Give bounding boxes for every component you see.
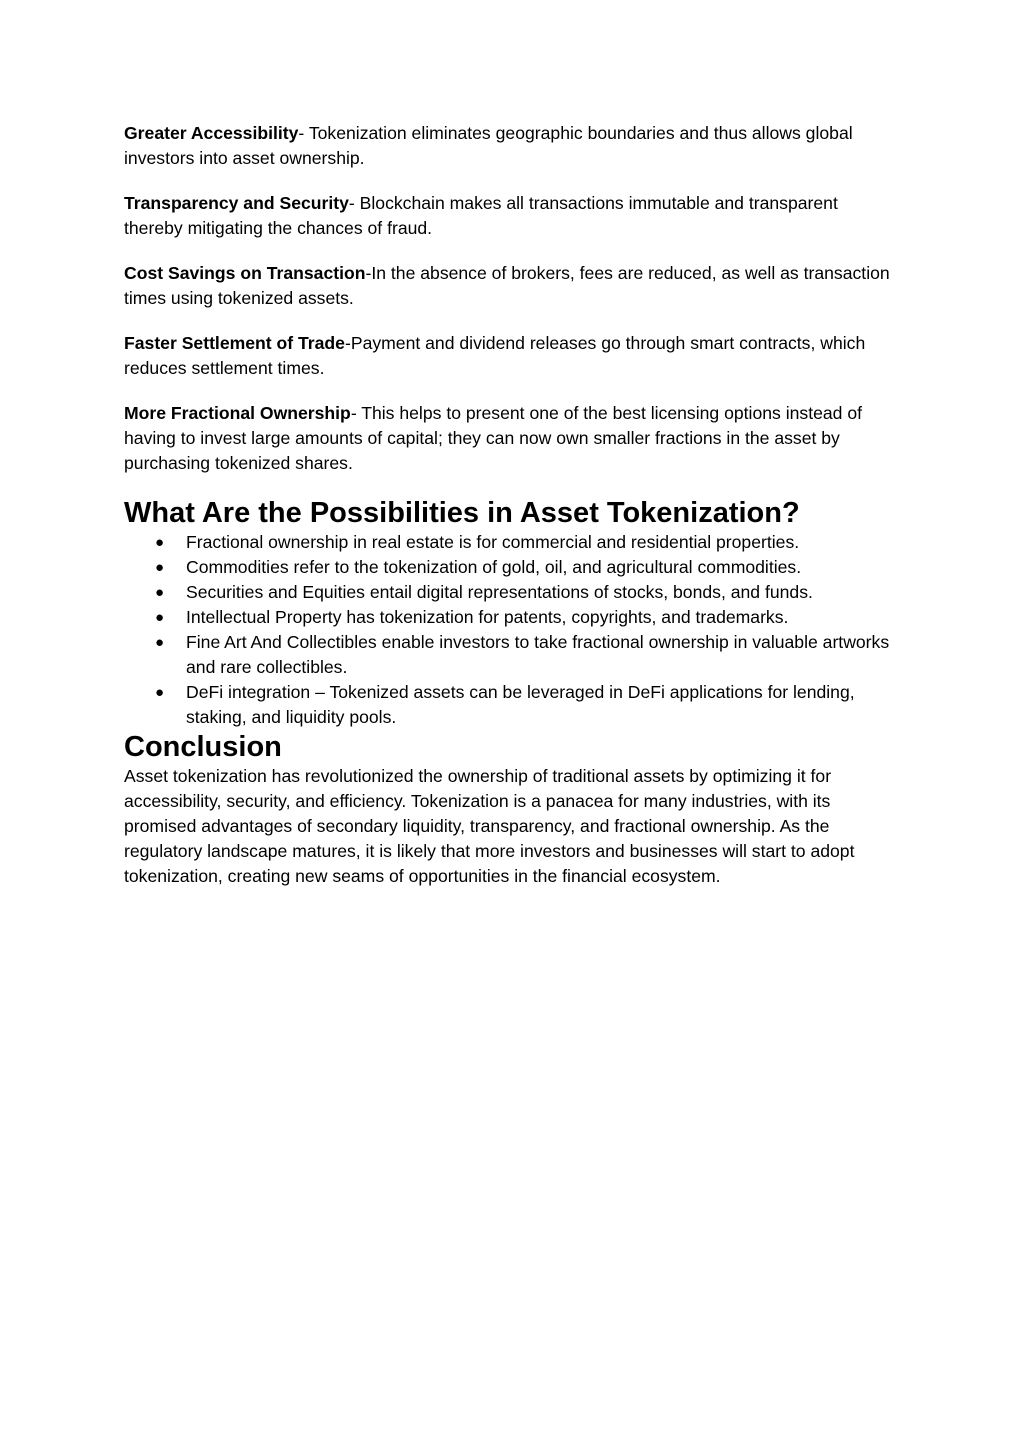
conclusion-paragraph: Asset tokenization has revolutionized the ownership of traditional assets by optimizing it for accessibility, security, and efficiency. Tokenization is a panacea for many industries, with its promised advantages of secondary liquidity, transparency, and fractional ownership. As the regulatory landscape matures, it is likely that more investors and businesses will start to adopt tokenization, creating new seams of opportunities in the financial ecosystem. <box>124 766 855 886</box>
list-item <box>124 630 900 680</box>
list-item <box>124 605 900 630</box>
conclusion-heading: Conclusion <box>124 731 282 763</box>
benefit-title: Greater Accessibility <box>124 123 299 143</box>
list-item-text: Commodities refer to the tokenization of gold, oil, and agricultural commodities. <box>186 557 802 577</box>
list-item <box>124 580 900 605</box>
benefit-text: -Payment and dividend releases go through smart contracts, which reduces settlement times. <box>124 333 866 378</box>
possibilities-heading: What Are the Possibilities in Asset Tokenization? <box>124 497 800 529</box>
list-item-text: DeFi integration – Tokenized assets can be leveraged in DeFi applications for lending, staking, and liquidity pools. <box>186 682 855 727</box>
list-item-text: Securities and Equities entail digital representations of stocks, bonds, and funds. <box>186 582 813 602</box>
list-item-text: Fine Art And Collectibles enable investors to take fractional ownership in valuable artworks and rare collectibles. <box>186 632 890 677</box>
benefit-title: Transparency and Security <box>124 193 349 213</box>
list-item <box>124 530 900 555</box>
benefit-paragraph <box>124 331 900 381</box>
benefit-paragraph <box>124 261 900 311</box>
bullet-icon: ● <box>155 684 165 701</box>
bullet-icon: ● <box>155 609 165 626</box>
bullet-icon: ● <box>155 559 165 576</box>
list-item <box>124 555 900 580</box>
benefit-text: - Blockchain makes all transactions immutable and transparent thereby mitigating the chances of fraud. <box>124 193 838 238</box>
bullet-icon: ● <box>155 534 165 551</box>
document-page <box>124 121 900 889</box>
benefit-title: Cost Savings on Transaction <box>124 263 366 283</box>
benefit-title: Faster Settlement of Trade <box>124 333 345 353</box>
list-item-text: Fractional ownership in real estate is for commercial and residential properties. <box>186 532 800 552</box>
benefit-paragraph <box>124 401 900 476</box>
list-item-text: Intellectual Property has tokenization for patents, copyrights, and trademarks. <box>186 607 789 627</box>
benefit-title: More Fractional Ownership <box>124 403 351 423</box>
list-item <box>124 680 900 730</box>
bullet-icon: ● <box>155 634 165 651</box>
benefit-text: -In the absence of brokers, fees are reduced, as well as transaction times using tokenized assets. <box>124 263 890 308</box>
bullet-icon: ● <box>155 584 165 601</box>
benefit-paragraph <box>124 121 900 171</box>
benefit-text: - Tokenization eliminates geographic boundaries and thus allows global investors into asset ownership. <box>124 123 853 168</box>
benefit-paragraph <box>124 191 900 241</box>
benefit-text: - This helps to present one of the best licensing options instead of having to invest large amounts of capital; they can now own smaller fractions in the asset by purchasing tokenized shares. <box>124 403 863 473</box>
possibilities-list <box>124 530 900 730</box>
